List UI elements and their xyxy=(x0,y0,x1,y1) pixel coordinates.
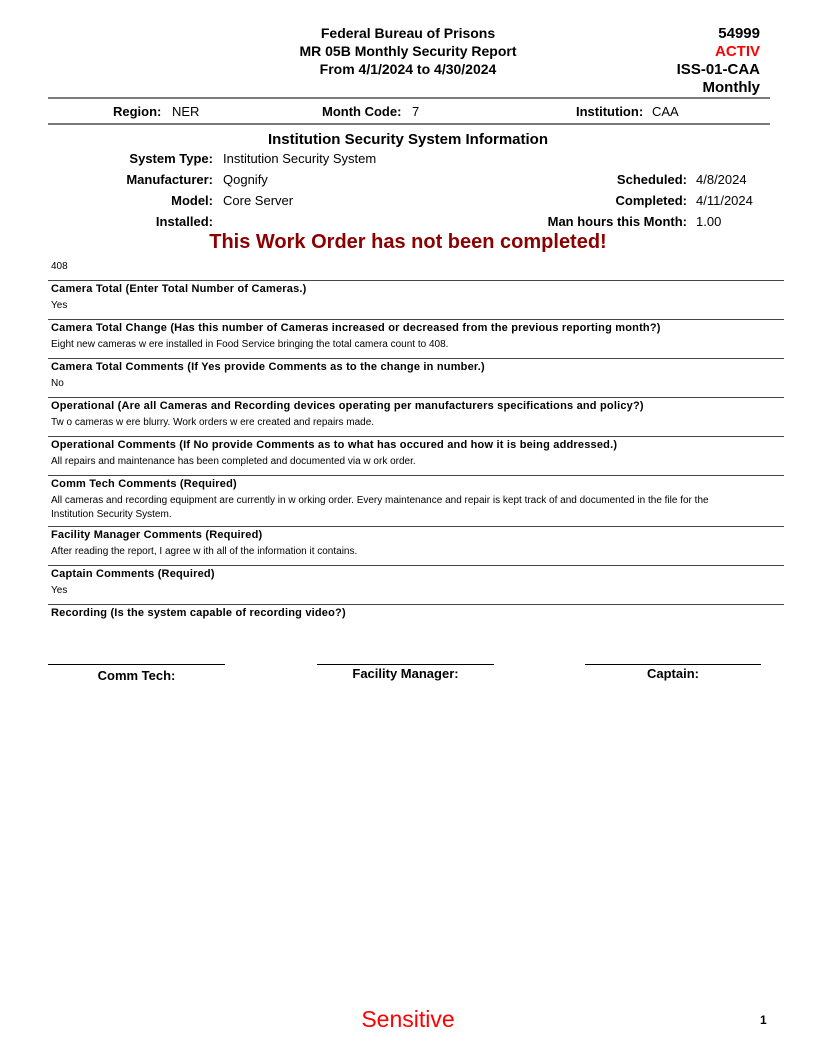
agency-name: Federal Bureau of Prisons xyxy=(320,25,496,41)
question-divider xyxy=(48,604,784,605)
facility-manager-signature-label: Facility Manager: xyxy=(352,666,459,681)
answer-comm-tech-comments: All cameras and recording equipment are currently in w orking order. Every maintenance and repair is kept track of and documented in the file for the xyxy=(51,495,709,506)
question-camera-total: Camera Total (Enter Total Number of Cameras.) xyxy=(51,283,307,295)
answer-camera-total-comments: No xyxy=(51,378,64,389)
report-frequency: Monthly xyxy=(702,79,760,96)
manufacturer-label: Manufacturer: xyxy=(126,172,213,187)
region-label: Region: xyxy=(113,104,162,119)
record-number: 54999 xyxy=(718,25,760,42)
question-operational-comments: Operational Comments (If No provide Comments as to what has occured and how it is being addressed.) xyxy=(51,439,618,451)
completed-value: 4/11/2024 xyxy=(696,193,753,208)
region-value: NER xyxy=(172,104,200,119)
report-title: MR 05B Monthly Security Report xyxy=(299,43,517,59)
question-divider xyxy=(48,397,784,398)
month-code-value: 7 xyxy=(412,104,420,119)
classification-label: Sensitive xyxy=(361,1006,455,1032)
question-camera-total-change: Camera Total Change (Has this number of Cameras increased or decreased from the previous reporting month?) xyxy=(51,322,661,334)
header-divider xyxy=(48,97,770,99)
answer-operational: Tw o cameras w ere blurry. Work orders w ere created and repairs made. xyxy=(51,417,375,428)
first-answer: 408 xyxy=(51,261,68,272)
installed-label: Installed: xyxy=(155,214,213,229)
completed-label: Completed: xyxy=(615,193,687,208)
system-type-value: Institution Security System xyxy=(223,151,377,166)
answer-facility-manager-comments: After reading the report, I agree w ith all of the information it contains. xyxy=(51,546,358,557)
man-hours-label: Man hours this Month: xyxy=(547,214,687,229)
scheduled-label: Scheduled: xyxy=(616,172,687,187)
answer-captain-comments: Yes xyxy=(51,585,68,596)
manufacturer-value: Qognify xyxy=(223,172,268,187)
comm-tech-signature-line xyxy=(48,664,225,665)
status-badge: ACTIV xyxy=(715,43,760,60)
institution-label: Institution: xyxy=(576,104,644,119)
incomplete-warning: This Work Order has not been completed! xyxy=(209,231,607,253)
comm-tech-signature-label: Comm Tech: xyxy=(97,668,176,683)
question-operational: Operational (Are all Cameras and Recording devices operating per manufacturers specifications and policy?) xyxy=(51,400,644,412)
question-divider xyxy=(48,565,784,566)
question-divider xyxy=(48,526,784,527)
question-divider xyxy=(48,358,784,359)
question-divider xyxy=(48,280,784,281)
question-recording: Recording (Is the system capable of recording video?) xyxy=(51,607,346,619)
model-value: Core Server xyxy=(223,193,294,208)
question-divider xyxy=(48,319,784,320)
question-facility-manager-comments: Facility Manager Comments (Required) xyxy=(51,529,263,541)
section-title: Institution Security System Information xyxy=(267,131,549,148)
answer-operational-comments: All repairs and maintenance has been completed and documented via w ork order. xyxy=(51,456,416,467)
report-code: ISS-01-CAA xyxy=(676,61,760,78)
question-comm-tech-comments: Comm Tech Comments (Required) xyxy=(51,478,237,490)
question-captain-comments: Captain Comments (Required) xyxy=(51,568,215,580)
captain-signature-line xyxy=(585,664,761,665)
answer-camera-total: Yes xyxy=(51,300,68,311)
man-hours-value: 1.00 xyxy=(696,214,722,229)
model-label: Model: xyxy=(171,193,213,208)
institution-value: CAA xyxy=(652,104,679,119)
info-divider xyxy=(48,123,770,125)
scheduled-value: 4/8/2024 xyxy=(696,172,747,187)
question-divider xyxy=(48,475,784,476)
date-range: From 4/1/2024 to 4/30/2024 xyxy=(319,61,497,77)
answer-camera-total-change: Eight new cameras w ere installed in Food Service bringing the total camera count to 408. xyxy=(51,339,449,350)
page-number: 1 xyxy=(760,1013,767,1027)
question-divider xyxy=(48,436,784,437)
captain-signature-label: Captain: xyxy=(647,666,699,681)
question-camera-total-comments: Camera Total Comments (If Yes provide Comments as to the change in number.) xyxy=(51,361,485,373)
system-type-label: System Type: xyxy=(129,151,213,166)
facility-manager-signature-line xyxy=(317,664,494,665)
answer-comm-tech-comments-cont: Institution Security System. xyxy=(51,509,172,520)
month-code-label: Month Code: xyxy=(322,104,402,119)
